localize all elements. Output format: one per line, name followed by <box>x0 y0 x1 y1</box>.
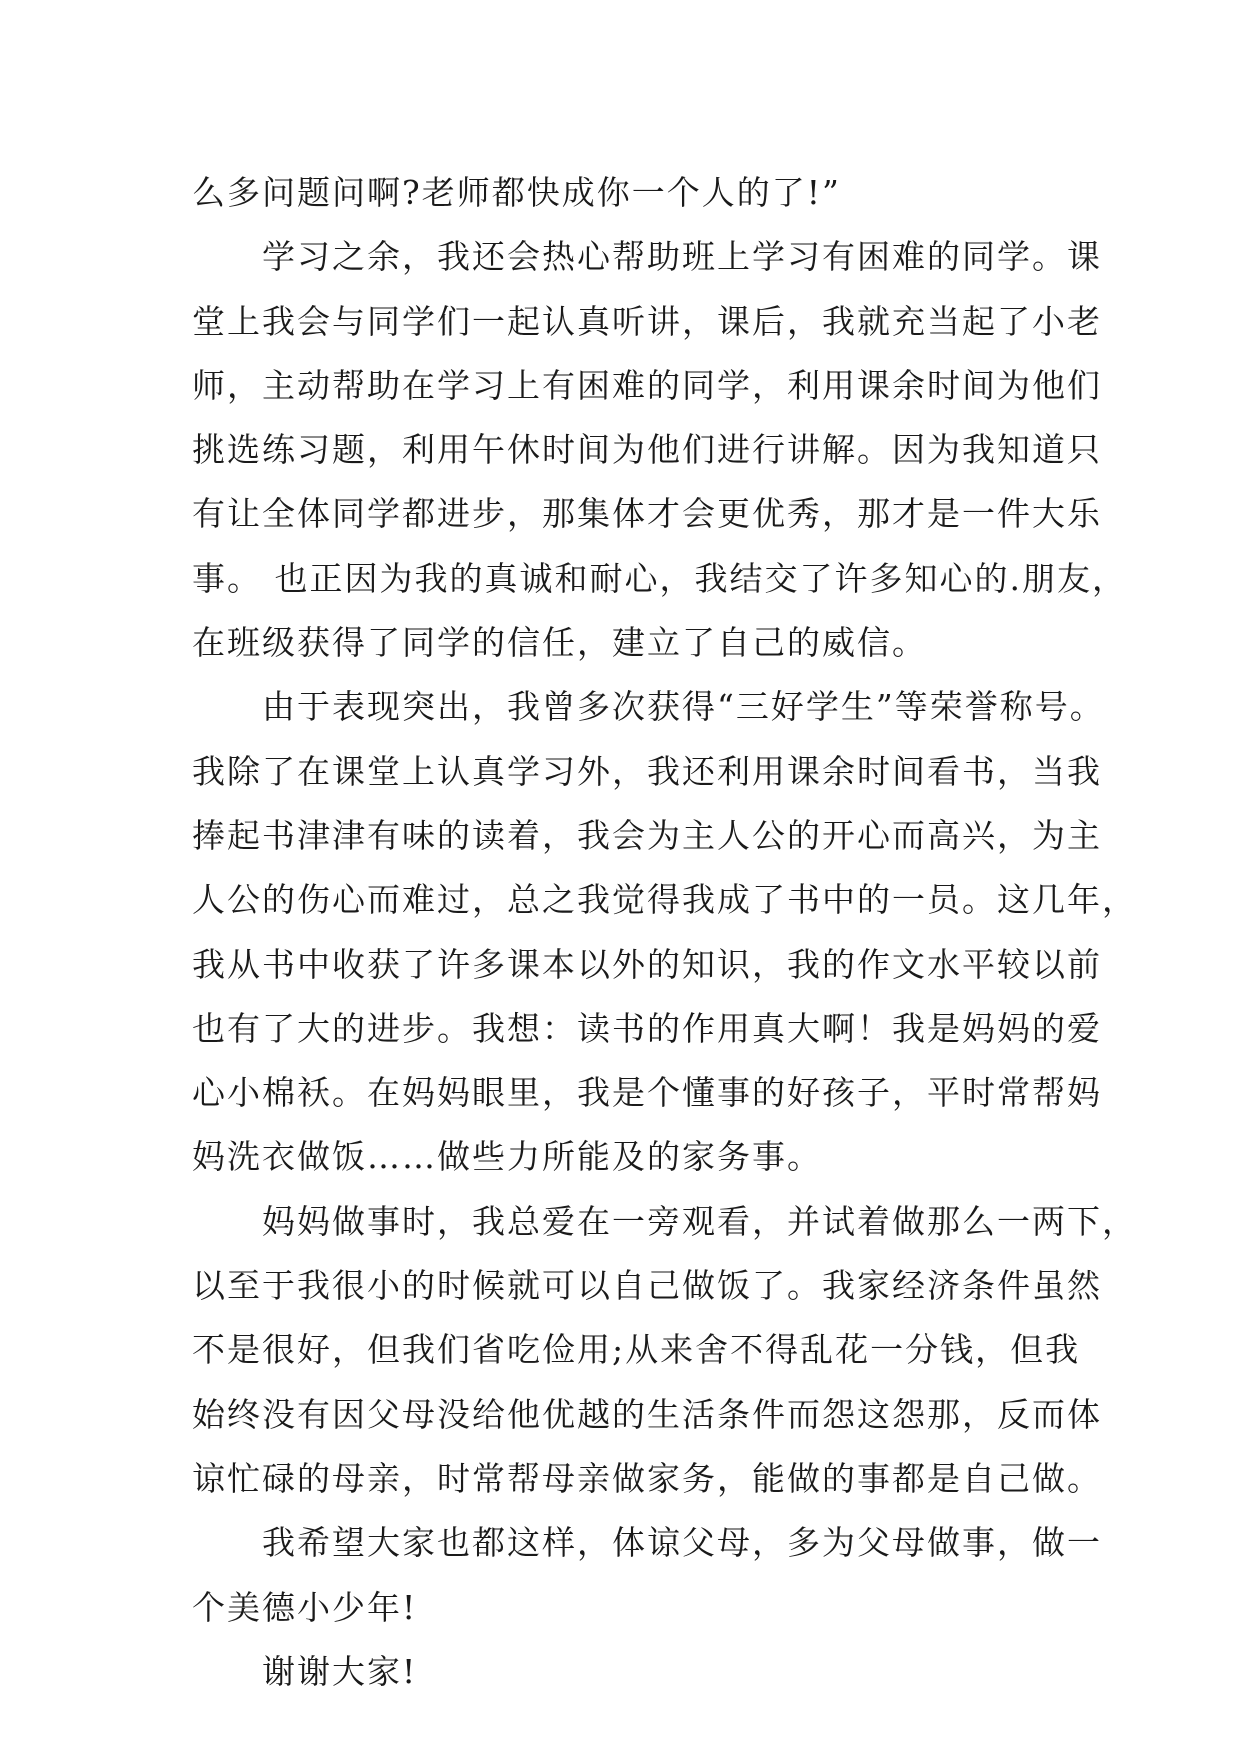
text-line: 个美德小少年! <box>192 1587 418 1627</box>
text-line: 我从书中收获了许多课本以外的知识，我的作文水平较以前 <box>192 944 1102 984</box>
text-line: 我除了在课堂上认真学习外，我还利用课余时间看书，当我 <box>192 751 1102 791</box>
text-line: 谢谢大家! <box>192 1651 418 1691</box>
text-line: 有让全体同学都进步，那集体才会更优秀，那才是一件大乐 <box>192 494 1102 534</box>
text-line: 我希望大家也都这样，体谅父母，多为父母做事，做一 <box>192 1523 1102 1563</box>
text-line: 始终没有因父母没给他优越的生活条件而怨这怨那，反而体 <box>192 1394 1102 1434</box>
text-line: 妈洗衣做饭……做些力所能及的家务事。 <box>192 1137 822 1177</box>
text-line: 谅忙碌的母亲，时常帮母亲做家务，能做的事都是自己做。 <box>192 1458 1102 1498</box>
text-line: 堂上我会与同学们一起认真听讲，课后，我就充当起了小老 <box>192 301 1102 341</box>
text-line: 不是很好，但我们省吃俭用;从来舍不得乱花一分钱，但我 <box>192 1330 1081 1370</box>
text-line: 么多问题问啊?老师都快成你一个人的了!” <box>192 173 841 212</box>
text-line: 师，主动帮助在学习上有困难的同学，利用课余时间为他们 <box>192 365 1102 405</box>
text-line: 以至于我很小的时候就可以自己做饭了。我家经济条件虽然 <box>192 1266 1102 1306</box>
text-line: 在班级获得了同学的信任，建立了自己的威信。 <box>192 623 927 663</box>
text-line: 挑选练习题，利用午休时间为他们进行讲解。因为我知道只 <box>192 430 1102 470</box>
text-line: 由于表现突出，我曾多次获得“三好学生”等荣誉称号。 <box>192 687 1105 727</box>
text-line: 捧起书津津有味的读着，我会为主人公的开心而高兴，为主 <box>192 815 1102 855</box>
document-body <box>192 161 1137 1704</box>
text-line: 学习之余，我还会热心帮助班上学习有困难的同学。课 <box>192 237 1102 277</box>
text-line: 人公的伤心而难过，总之我觉得我成了书中的一员。这几年， <box>192 880 1137 920</box>
text-line: 也有了大的进步。我想：读书的作用真大啊！我是妈妈的爱 <box>192 1008 1102 1048</box>
text-line: 心小棉袄。在妈妈眼里，我是个懂事的好孩子，平时常帮妈 <box>192 1073 1102 1113</box>
text-line: 妈妈做事时，我总爱在一旁观看，并试着做那么一两下， <box>192 1201 1137 1241</box>
text-line: 事。 也正因为我的真诚和耐心，我结交了许多知心的.朋友， <box>192 558 1127 598</box>
